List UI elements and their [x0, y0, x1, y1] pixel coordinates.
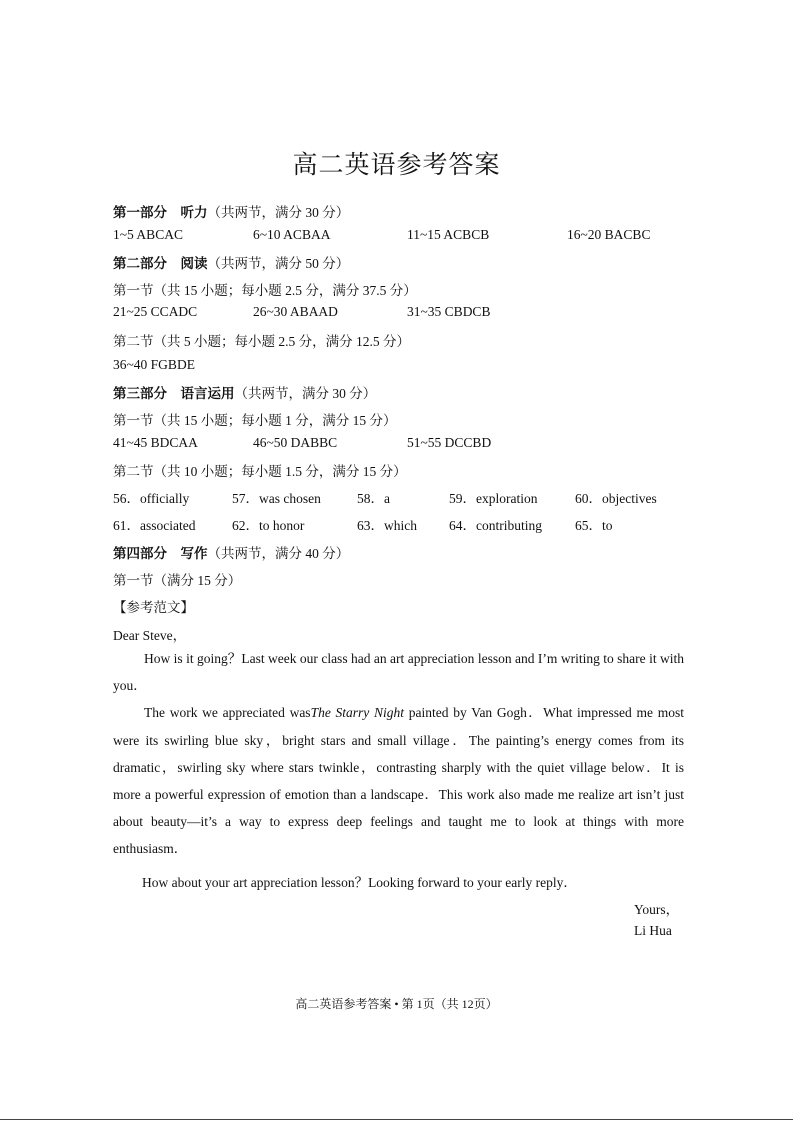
part1-note: （共两节，满分 30 分） [207, 205, 350, 220]
part2-section1: 第一节（共 15 小题；每小题 2.5 分，满分 37.5 分） [113, 283, 417, 298]
essay-closing: Yours， [634, 902, 680, 917]
answer-group: 31~35 CBDCB [407, 304, 491, 319]
part3-section1: 第一节（共 15 小题；每小题 1 分，满分 15 分） [113, 413, 397, 428]
bottom-border [0, 1119, 793, 1120]
blank-answer: 63．which [357, 518, 417, 533]
page-footer: 高二英语参考答案 • 第 1页（共 12页） [295, 997, 498, 1011]
blank-answer: 56．officially [113, 491, 190, 506]
part3-note: （共两节，满分 30 分） [234, 386, 377, 401]
sample-label: 【参考范文】 [113, 600, 194, 615]
part4-heading: 第四部分 写作 [113, 546, 208, 561]
answer-group: 6~10 ACBAA [253, 227, 331, 242]
answer-group: 36~40 FGBDE [113, 357, 195, 372]
essay-paragraph-2-start: The work we appreciated was [144, 705, 311, 721]
answer-group: 51~55 DCCBD [407, 435, 492, 450]
part1-heading: 第一部分 听力 [113, 205, 208, 220]
essay-paragraph-1: How is it going？Last week our class had an art appreciation lesson and I’m writing to share it with you． [113, 651, 684, 694]
blank-answer: 64．contributing [449, 518, 542, 533]
answer-group: 1~5 ABCAC [113, 227, 183, 242]
page-title: 高二英语参考答案 [292, 152, 501, 179]
essay-signature: Li Hua [634, 923, 672, 938]
answer-group: 16~20 BACBC [567, 227, 651, 242]
blank-answer: 65．to [575, 518, 613, 533]
part4-note: （共两节，满分 40 分） [207, 546, 350, 561]
essay-paragraph-2 [113, 699, 684, 862]
answer-group: 41~45 BDCAA [113, 435, 198, 450]
blank-answer: 59．exploration [449, 491, 538, 506]
essay-paragraph-2-rest: painted by Van Gogh．What impressed me most were its swirling blue sky，bright stars and small village．The painting’s energy comes from its dramatic，swirling sky where stars twinkle，contrasting sharply with the quiet village below．It is more a powerful expression of emotion than a landscape．This work also made me realize art isn’t just about beauty—it’s a way to express deep feelings and taught me to look at things with more enthusiasm． [113, 705, 684, 857]
blank-answer: 58．a [357, 491, 390, 506]
part4-section1: 第一节（满分 15 分） [113, 573, 242, 588]
answer-group: 26~30 ABAAD [253, 304, 338, 319]
essay-body [113, 645, 684, 863]
part3-heading-line [113, 382, 376, 402]
part2-heading-line [113, 252, 349, 272]
essay-greeting: Dear Steve， [113, 628, 187, 643]
part1-heading-line [113, 201, 349, 221]
part2-section2: 第二节（共 5 小题；每小题 2.5 分，满分 12.5 分） [113, 334, 410, 349]
blank-answer: 61．associated [113, 518, 196, 533]
answer-group: 11~15 ACBCB [407, 227, 490, 242]
part2-note: （共两节，满分 50 分） [207, 256, 350, 271]
answer-group: 46~50 DABBC [253, 435, 338, 450]
part3-heading: 第三部分 语言运用 [113, 386, 235, 401]
part3-section2: 第二节（共 10 小题；每小题 1.5 分，满分 15 分） [113, 464, 407, 479]
answer-group: 21~25 CCADC [113, 304, 198, 319]
blank-answer: 57．was chosen [232, 491, 321, 506]
part4-heading-line [113, 542, 349, 562]
blank-answer: 62．to honor [232, 518, 305, 533]
essay-paragraph-3: How about your art appreciation lesson？Looking forward to your early reply． [142, 875, 577, 890]
artwork-title: The Starry Night [310, 705, 405, 721]
part2-heading: 第二部分 阅读 [113, 256, 208, 271]
blank-answer: 60．objectives [575, 491, 657, 506]
